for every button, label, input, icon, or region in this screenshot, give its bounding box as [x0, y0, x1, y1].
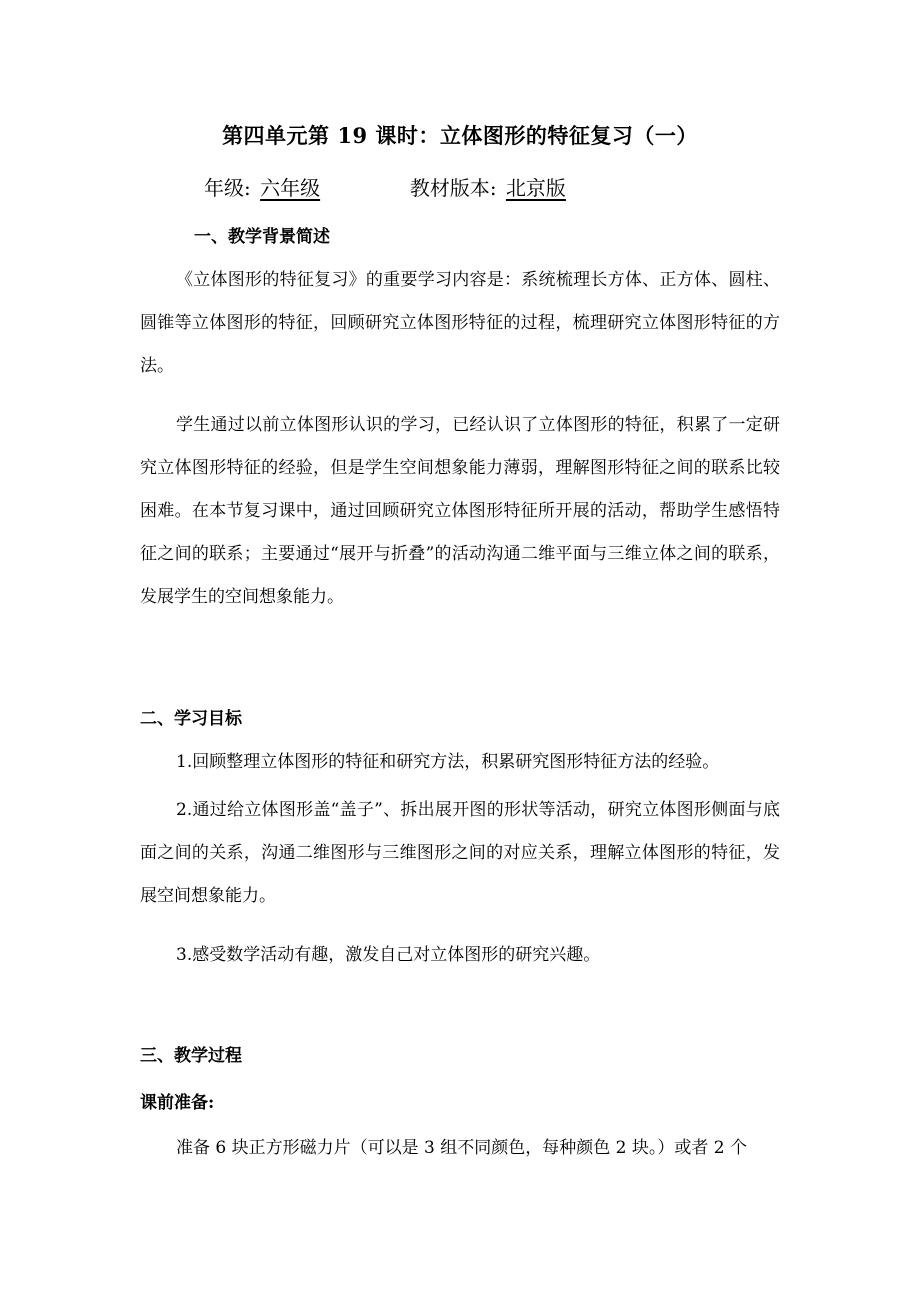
- background-paragraph-2: 学生通过以前立体图形认识的学习，已经认识了立体图形的特征，积累了一定研究立体图形特征的经验，但是学生空间想象能力薄弱，理解图形特征之间的联系比较困难。在本节复习课中，通过回顾研究立体图形特征所开展的活动，帮助学生感悟特征之间的联系；主要通过“展开与折叠”的活动沟通二维平面与三维立体之间的联系，发展学生的空间想象能力。: [140, 415, 780, 607]
- background-paragraph-1: 《立体图形的特征复习》的重要学习内容是：系统梳理长方体、正方体、圆柱、圆锥等立体图形的特征，回顾研究立体图形特征的过程，梳理研究立体图形特征的方法。: [140, 270, 780, 376]
- section-heading-background: 一、教学背景简述: [194, 227, 330, 247]
- objective-item-1: 1.回顾整理立体图形的特征和研究方法，积累研究图形特征方法的经验。: [176, 752, 720, 772]
- objective-item-2: 2.通过给立体图形盖“盖子”、拆出展开图的形状等活动，研究立体图形侧面与底面之间的关系，沟通二维图形与三维图形之间的对应关系，理解立体图形的特征，发展空间想象能力。: [140, 800, 780, 906]
- grade-label: 年级:: [204, 176, 251, 200]
- section-heading-objectives: 二、学习目标: [140, 709, 242, 729]
- objective-item-3: 3.感受数学活动有趣，激发自己对立体图形的研究兴趣。: [176, 945, 601, 965]
- subheading-preparation: 课前准备:: [140, 1093, 215, 1113]
- section-heading-process: 三、教学过程: [140, 1046, 242, 1066]
- lesson-meta: [204, 172, 569, 201]
- preparation-paragraph: 准备 6 块正方形磁力片（可以是 3 组不同颜色，每种颜色 2 块。）或者 2 个: [176, 1138, 747, 1158]
- page-title: 第四单元第 19 课时：立体图形的特征复习（一）: [222, 123, 698, 148]
- grade-value: 六年级: [260, 176, 321, 200]
- edition-value: 北京版: [505, 176, 566, 200]
- edition-label: 教材版本:: [409, 176, 497, 200]
